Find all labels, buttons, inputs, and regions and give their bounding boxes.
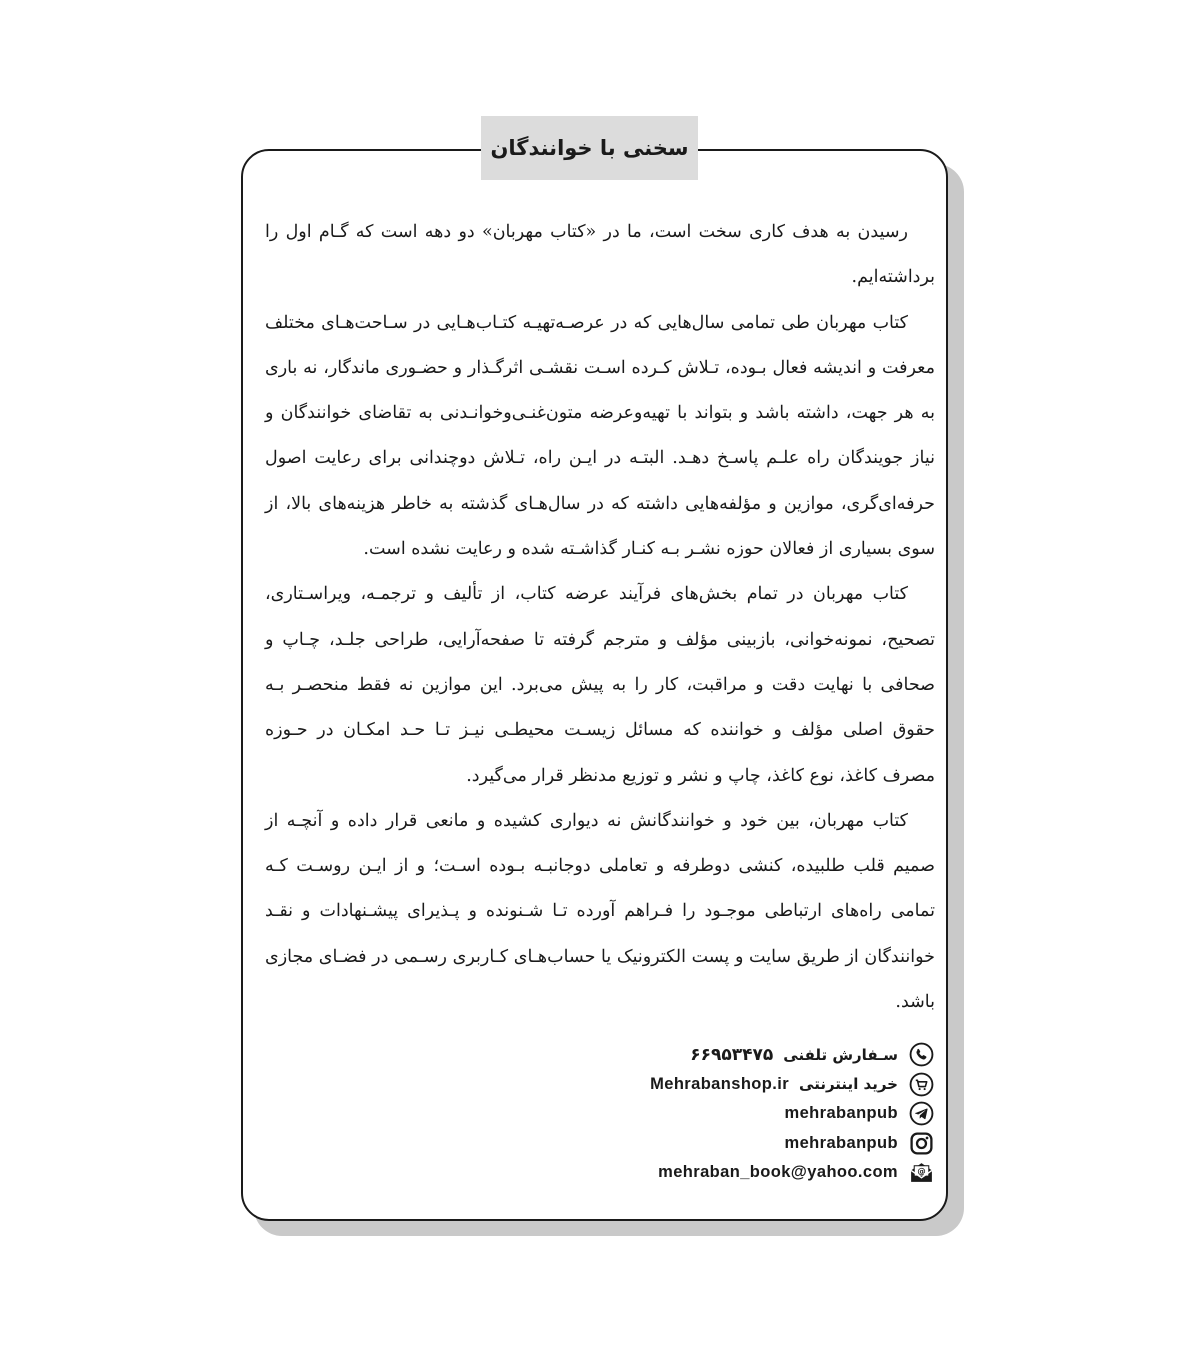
shop-link[interactable]: Mehrabanshop.ir	[650, 1074, 790, 1093]
contact-list	[600, 1040, 935, 1188]
shopping-cart-icon	[908, 1071, 935, 1098]
paragraph-2: کتاب مهربان طی تمامی سال‌هایی که در عرصـه‌تهیـه کتـاب‌هـایی در سـاحت‌هـای مختلف معرفت و اندیشه فعال بـوده، تـلاش کـرده اسـت نقشـی اثرگـذار و حضـوری ماندگار، نه باری به هر جهت، داشته باشد و بتواند با تهیه‌وعرضه متون‌غنـی‌وخوانـدنی به تقاضای خوانندگان و نیاز جویندگان راه علـم پاسـخ دهـد. البتـه در ایـن راه، تـلاش دوچندانی برای رعایت اصول حرفه‌ای‌گری، موازین و مؤلفه‌هایی داشته که در سال‌هـای گذشته به خاطر هزینه‌های بالا، از سوی بسیاری از فعالان حوزه نشـر بـه کنـار گذاشـته شده و رعایت نشده است.	[265, 312, 935, 560]
svg-text:@: @	[917, 1166, 926, 1177]
contact-shop	[600, 1070, 935, 1100]
contact-email	[600, 1158, 935, 1188]
email-envelope-icon	[908, 1159, 935, 1186]
contact-telegram	[600, 1099, 935, 1129]
shop-label: خرید اینترنتی	[799, 1075, 898, 1094]
email-address[interactable]: mehraban_book@yahoo.com	[658, 1163, 898, 1182]
paragraph-1: رسیدن به هدف کاری سخت است، ما در «کتاب مهربان» دو دهه است که گـام اول را برداشته‌ایم.	[265, 222, 935, 288]
phone-number[interactable]: ۶۶۹۵۳۴۷۵	[690, 1044, 774, 1065]
phone-icon	[908, 1041, 935, 1068]
paragraph-4: کتاب مهربان، بین خود و خوانندگانش نه دیواری کشیده و مانعی قرار داده و آنچـه از صمیم قلب طلبیده، کنشی دوطرفه و تعاملی دوجانبـه بـوده اسـت؛ و از ایـن روسـت کـه تمامی راه‌های ارتباطی موجـود را فـراهم آورده تـا شـنونده و پـذیرای پیشـنهادات و نقـد خوانندگان از طریق سایت و پست الکترونیک یا حساب‌هـای کـاربری رسـمی در فضـای مجازی باشد.	[265, 810, 935, 1013]
instagram-icon	[908, 1130, 935, 1157]
contact-phone	[600, 1040, 935, 1070]
paragraph-3: کتاب مهربان در تمام بخش‌های فرآیند عرضه کتاب، از تألیف و ترجمـه، ویراسـتاری، تصحیح، نمونه‌خوانی، بازبینی مؤلف و مترجم گرفته تا صفحه‌آرایی، طراحی جلـد، چـاپ و صحافی با نهایت دقت و مراقبت، کار را به پیش می‌برد. این موازین نه فقط منحصـر بـه حقوق اصلی مؤلف و خواننده که مسائل زیسـت محیطـی نیـز تـا حـد امکـان در حـوزه مصرف کاغذ، نوع کاغذ، چاپ و نشر و توزیع مدنظر قرار می‌گیرد.	[265, 584, 935, 786]
instagram-handle[interactable]: mehrabanpub	[784, 1133, 898, 1152]
contact-instagram	[600, 1129, 935, 1159]
body-text	[265, 210, 935, 1025]
telegram-handle[interactable]: mehrabanpub	[784, 1104, 898, 1123]
page-title: سخنی با خوانندگان	[481, 116, 698, 180]
telegram-icon	[908, 1100, 935, 1127]
phone-label: سـفارش تلفنی	[783, 1045, 898, 1064]
